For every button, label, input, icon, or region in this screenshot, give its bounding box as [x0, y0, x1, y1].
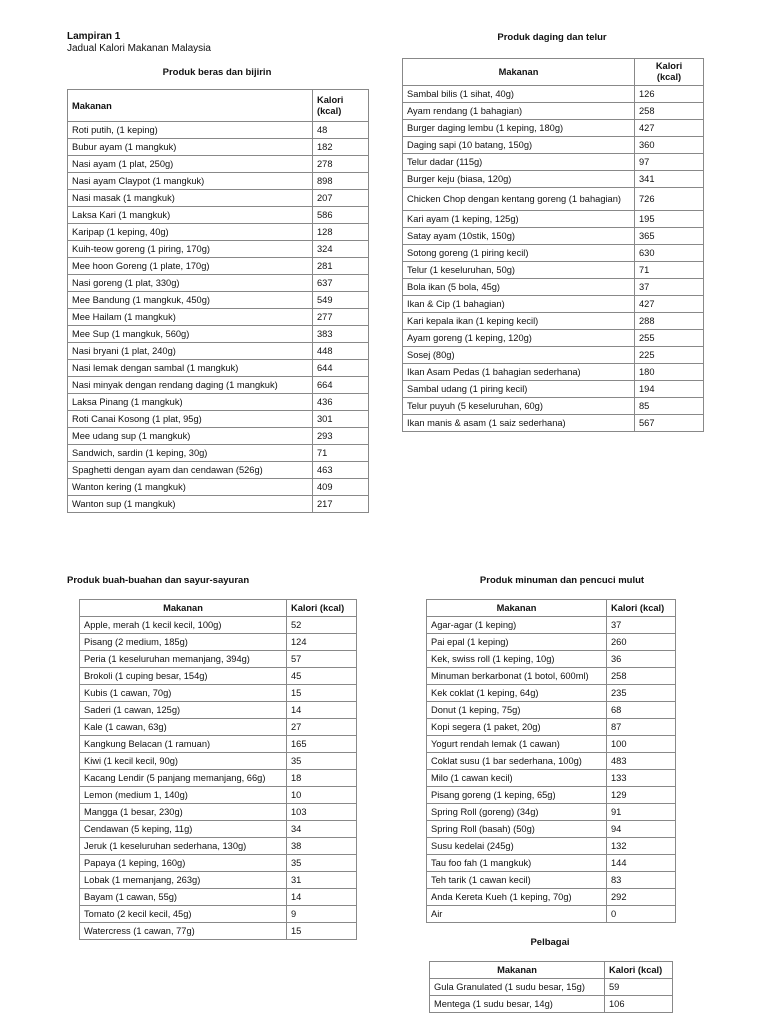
food-cell: Spring Roll (basah) (50g): [427, 821, 607, 838]
table-row: [403, 154, 704, 171]
kcal-cell: 27: [287, 719, 357, 736]
kcal-cell: 124: [287, 634, 357, 651]
table-row: [68, 173, 369, 190]
food-cell: Kiwi (1 kecil kecil, 90g): [80, 753, 287, 770]
document-title: Lampiran 1: [67, 31, 121, 42]
table-row: [403, 381, 704, 398]
food-cell: Ikan & Cip (1 bahagian): [403, 296, 635, 313]
kcal-cell: 630: [635, 245, 704, 262]
food-cell: Teh tarik (1 cawan kecil): [427, 872, 607, 889]
table-row: [403, 262, 704, 279]
kcal-cell: 57: [287, 651, 357, 668]
kcal-cell: 103: [287, 804, 357, 821]
table-row: [68, 377, 369, 394]
food-cell: Wanton sup (1 mangkuk): [68, 496, 313, 513]
table-row: [427, 855, 676, 872]
kcal-cell: 83: [607, 872, 676, 889]
table-row: [430, 979, 673, 996]
kcal-cell: 85: [635, 398, 704, 415]
table-row: [427, 770, 676, 787]
table-row: [403, 171, 704, 188]
table-row: [427, 736, 676, 753]
food-cell: Gula Granulated (1 sudu besar, 15g): [430, 979, 605, 996]
kcal-cell: 87: [607, 719, 676, 736]
kcal-cell: 91: [607, 804, 676, 821]
kcal-cell: 409: [313, 479, 369, 496]
kcal-cell: 133: [607, 770, 676, 787]
kcal-cell: 483: [607, 753, 676, 770]
table-row: [80, 685, 357, 702]
kcal-cell: 360: [635, 137, 704, 154]
food-cell: Donut (1 keping, 75g): [427, 702, 607, 719]
header-makanan: Makanan: [403, 59, 635, 86]
food-cell: Lobak (1 memanjang, 263g): [80, 872, 287, 889]
table-row: [68, 190, 369, 207]
table-row: [403, 137, 704, 154]
table-row: [80, 753, 357, 770]
food-cell: Chicken Chop dengan kentang goreng (1 bahagian): [403, 188, 635, 211]
table-row: [68, 394, 369, 411]
table-row: [68, 224, 369, 241]
kcal-cell: 277: [313, 309, 369, 326]
document-subtitle: Jadual Kalori Makanan Malaysia: [67, 43, 211, 54]
kcal-cell: 126: [635, 86, 704, 103]
table-row: [80, 617, 357, 634]
header-makanan: Makanan: [68, 90, 313, 122]
kcal-cell: 427: [635, 120, 704, 137]
food-cell: Anda Kereta Kueh (1 keping, 70g): [427, 889, 607, 906]
food-cell: Kuih-teow goreng (1 piring, 170g): [68, 241, 313, 258]
table-row: [68, 343, 369, 360]
table-row: [403, 228, 704, 245]
food-cell: Roti putih, (1 keping): [68, 122, 313, 139]
kcal-cell: 288: [635, 313, 704, 330]
food-cell: Ikan Asam Pedas (1 bahagian sederhana): [403, 364, 635, 381]
kcal-cell: 36: [607, 651, 676, 668]
kcal-cell: 260: [607, 634, 676, 651]
kcal-cell: 68: [607, 702, 676, 719]
kcal-cell: 132: [607, 838, 676, 855]
food-cell: Tau foo fah (1 mangkuk): [427, 855, 607, 872]
food-cell: Pai epal (1 keping): [427, 634, 607, 651]
daging-table: [402, 58, 704, 432]
header-kalori: Kalori (kcal): [607, 600, 676, 617]
table-row: [427, 702, 676, 719]
food-cell: Mentega (1 sudu besar, 14g): [430, 996, 605, 1013]
food-cell: Ayam goreng (1 keping, 120g): [403, 330, 635, 347]
section-title-pelbagai: Pelbagai: [530, 937, 570, 948]
food-cell: Peria (1 keseluruhan memanjang, 394g): [80, 651, 287, 668]
table-row: [427, 617, 676, 634]
food-cell: Minuman berkarbonat (1 botol, 600ml): [427, 668, 607, 685]
table-row: [403, 415, 704, 432]
food-cell: Kale (1 cawan, 63g): [80, 719, 287, 736]
table-row: [80, 821, 357, 838]
food-cell: Brokoli (1 cuping besar, 154g): [80, 668, 287, 685]
food-cell: Kacang Lendir (5 panjang memanjang, 66g): [80, 770, 287, 787]
table-row: [403, 120, 704, 137]
table-row: [68, 462, 369, 479]
kcal-cell: 293: [313, 428, 369, 445]
kcal-cell: 97: [635, 154, 704, 171]
kcal-cell: 726: [635, 188, 704, 211]
kcal-cell: 567: [635, 415, 704, 432]
kcal-cell: 18: [287, 770, 357, 787]
food-cell: Telur puyuh (5 keseluruhan, 60g): [403, 398, 635, 415]
kcal-cell: 34: [287, 821, 357, 838]
food-cell: Milo (1 cawan kecil): [427, 770, 607, 787]
header-kalori: Kalori (kcal): [635, 59, 704, 86]
kcal-cell: 278: [313, 156, 369, 173]
table-row: [427, 889, 676, 906]
table-row: [68, 428, 369, 445]
table-row: [427, 804, 676, 821]
food-cell: Air: [427, 906, 607, 923]
table-row: [68, 479, 369, 496]
table-row: [68, 326, 369, 343]
food-cell: Kek coklat (1 keping, 64g): [427, 685, 607, 702]
kcal-cell: 37: [607, 617, 676, 634]
header-makanan: Makanan: [430, 962, 605, 979]
kcal-cell: 144: [607, 855, 676, 872]
table-row: [403, 211, 704, 228]
kcal-cell: 71: [635, 262, 704, 279]
food-cell: Pisang (2 medium, 185g): [80, 634, 287, 651]
kcal-cell: 45: [287, 668, 357, 685]
food-cell: Ayam rendang (1 bahagian): [403, 103, 635, 120]
table-row: [80, 804, 357, 821]
table-row: [403, 86, 704, 103]
food-cell: Wanton kering (1 mangkuk): [68, 479, 313, 496]
food-cell: Bubur ayam (1 mangkuk): [68, 139, 313, 156]
table-row: [68, 139, 369, 156]
food-cell: Kari ayam (1 keping, 125g): [403, 211, 635, 228]
kcal-cell: 365: [635, 228, 704, 245]
food-cell: Agar-agar (1 keping): [427, 617, 607, 634]
food-cell: Nasi goreng (1 plat, 330g): [68, 275, 313, 292]
food-cell: Mee hoon Goreng (1 plate, 170g): [68, 258, 313, 275]
kcal-cell: 194: [635, 381, 704, 398]
kcal-cell: 644: [313, 360, 369, 377]
kcal-cell: 324: [313, 241, 369, 258]
table-row: [80, 872, 357, 889]
food-cell: Bayam (1 cawan, 55g): [80, 889, 287, 906]
kcal-cell: 664: [313, 377, 369, 394]
buah-table: [79, 599, 357, 940]
kcal-cell: 217: [313, 496, 369, 513]
table-row: [427, 651, 676, 668]
table-row: [427, 634, 676, 651]
food-cell: Bola ikan (5 bola, 45g): [403, 279, 635, 296]
kcal-cell: 0: [607, 906, 676, 923]
food-cell: Mee Hailam (1 mangkuk): [68, 309, 313, 326]
kcal-cell: 182: [313, 139, 369, 156]
food-cell: Jeruk (1 keseluruhan sederhana, 130g): [80, 838, 287, 855]
table-row: [403, 188, 704, 211]
food-cell: Telur (1 keseluruhan, 50g): [403, 262, 635, 279]
table-row: [403, 330, 704, 347]
food-cell: Daging sapi (10 batang, 150g): [403, 137, 635, 154]
food-cell: Nasi bryani (1 plat, 240g): [68, 343, 313, 360]
food-cell: Laksa Kari (1 mangkuk): [68, 207, 313, 224]
food-cell: Cendawan (5 keping, 11g): [80, 821, 287, 838]
food-cell: Susu kedelai (245g): [427, 838, 607, 855]
food-cell: Sotong goreng (1 piring kecil): [403, 245, 635, 262]
table-row: [68, 309, 369, 326]
kcal-cell: 448: [313, 343, 369, 360]
food-cell: Yogurt rendah lemak (1 cawan): [427, 736, 607, 753]
kcal-cell: 94: [607, 821, 676, 838]
food-cell: Coklat susu (1 bar sederhana, 100g): [427, 753, 607, 770]
food-cell: Sosej (80g): [403, 347, 635, 364]
food-cell: Pisang goreng (1 keping, 65g): [427, 787, 607, 804]
table-row: [427, 838, 676, 855]
table-row: [80, 838, 357, 855]
food-cell: Nasi masak (1 mangkuk): [68, 190, 313, 207]
kcal-cell: 463: [313, 462, 369, 479]
food-cell: Mee Bandung (1 mangkuk, 450g): [68, 292, 313, 309]
food-cell: Papaya (1 keping, 160g): [80, 855, 287, 872]
table-row: [80, 651, 357, 668]
kcal-cell: 52: [287, 617, 357, 634]
food-cell: Nasi ayam (1 plat, 250g): [68, 156, 313, 173]
kcal-cell: 292: [607, 889, 676, 906]
kcal-cell: 35: [287, 855, 357, 872]
table-row: [427, 668, 676, 685]
table-row: [80, 889, 357, 906]
kcal-cell: 235: [607, 685, 676, 702]
food-cell: Nasi lemak dengan sambal (1 mangkuk): [68, 360, 313, 377]
table-row: [403, 313, 704, 330]
kcal-cell: 637: [313, 275, 369, 292]
food-cell: Nasi minyak dengan rendang daging (1 mangkuk): [68, 377, 313, 394]
kcal-cell: 38: [287, 838, 357, 855]
food-cell: Burger daging lembu (1 keping, 180g): [403, 120, 635, 137]
table-row: [427, 872, 676, 889]
food-cell: Sambal udang (1 piring kecil): [403, 381, 635, 398]
kcal-cell: 71: [313, 445, 369, 462]
kcal-cell: 35: [287, 753, 357, 770]
table-row: [80, 787, 357, 804]
food-cell: Apple, merah (1 kecil kecil, 100g): [80, 617, 287, 634]
table-row: [80, 906, 357, 923]
table-row: [80, 668, 357, 685]
table-row: [68, 275, 369, 292]
header-makanan: Makanan: [427, 600, 607, 617]
table-row: [403, 398, 704, 415]
kcal-cell: 341: [635, 171, 704, 188]
food-cell: Kangkung Belacan (1 ramuan): [80, 736, 287, 753]
food-cell: Laksa Pinang (1 mangkuk): [68, 394, 313, 411]
kcal-cell: 180: [635, 364, 704, 381]
table-row: [80, 719, 357, 736]
kcal-cell: 301: [313, 411, 369, 428]
kcal-cell: 165: [287, 736, 357, 753]
table-row: [427, 685, 676, 702]
food-cell: Watercress (1 cawan, 77g): [80, 923, 287, 940]
section-title-buah: Produk buah-buahan dan sayur-sayuran: [67, 575, 250, 586]
food-cell: Satay ayam (10stik, 150g): [403, 228, 635, 245]
table-row: [430, 996, 673, 1013]
header-kalori: Kalori (kcal): [605, 962, 673, 979]
kcal-cell: 281: [313, 258, 369, 275]
food-cell: Spring Roll (goreng) (34g): [427, 804, 607, 821]
kcal-cell: 207: [313, 190, 369, 207]
kcal-cell: 258: [607, 668, 676, 685]
section-title-beras: Produk beras dan bijirin: [162, 67, 272, 78]
table-row: [68, 258, 369, 275]
kcal-cell: 14: [287, 702, 357, 719]
food-cell: Kubis (1 cawan, 70g): [80, 685, 287, 702]
table-row: [427, 787, 676, 804]
table-row: [427, 821, 676, 838]
food-cell: Saderi (1 cawan, 125g): [80, 702, 287, 719]
kcal-cell: 898: [313, 173, 369, 190]
kcal-cell: 59: [605, 979, 673, 996]
table-row: [403, 364, 704, 381]
kcal-cell: 14: [287, 889, 357, 906]
table-row: [68, 360, 369, 377]
table-row: [68, 292, 369, 309]
table-row: [68, 122, 369, 139]
header-makanan: Makanan: [80, 600, 287, 617]
food-cell: Mee udang sup (1 mangkuk): [68, 428, 313, 445]
food-cell: Mee Sup (1 mangkuk, 560g): [68, 326, 313, 343]
section-title-daging: Produk daging dan telur: [497, 32, 607, 43]
table-row: [80, 736, 357, 753]
section-title-minuman: Produk minuman dan pencuci mulut: [479, 575, 645, 586]
kcal-cell: 129: [607, 787, 676, 804]
kcal-cell: 15: [287, 923, 357, 940]
beras-table: [67, 89, 369, 513]
kcal-cell: 255: [635, 330, 704, 347]
kcal-cell: 225: [635, 347, 704, 364]
food-cell: Lemon (medium 1, 140g): [80, 787, 287, 804]
food-cell: Mangga (1 besar, 230g): [80, 804, 287, 821]
table-row: [403, 296, 704, 313]
kcal-cell: 383: [313, 326, 369, 343]
food-cell: Kopi segera (1 paket, 20g): [427, 719, 607, 736]
kcal-cell: 128: [313, 224, 369, 241]
table-row: [427, 719, 676, 736]
table-row: [80, 855, 357, 872]
food-cell: Nasi ayam Claypot (1 mangkuk): [68, 173, 313, 190]
kcal-cell: 549: [313, 292, 369, 309]
minuman-table: [426, 599, 676, 923]
table-row: [68, 207, 369, 224]
kcal-cell: 10: [287, 787, 357, 804]
kcal-cell: 195: [635, 211, 704, 228]
table-row: [68, 156, 369, 173]
kcal-cell: 427: [635, 296, 704, 313]
food-cell: Sambal bilis (1 sihat, 40g): [403, 86, 635, 103]
table-row: [80, 923, 357, 940]
table-row: [427, 753, 676, 770]
kcal-cell: 258: [635, 103, 704, 120]
food-cell: Ikan manis & asam (1 saiz sederhana): [403, 415, 635, 432]
table-row: [403, 347, 704, 364]
food-cell: Burger keju (biasa, 120g): [403, 171, 635, 188]
header-kalori: Kalori (kcal): [287, 600, 357, 617]
table-row: [68, 496, 369, 513]
table-row: [427, 906, 676, 923]
food-cell: Karipap (1 keping, 40g): [68, 224, 313, 241]
table-row: [68, 411, 369, 428]
table-row: [80, 702, 357, 719]
kcal-cell: 586: [313, 207, 369, 224]
food-cell: Sandwich, sardin (1 keping, 30g): [68, 445, 313, 462]
table-row: [80, 770, 357, 787]
table-row: [403, 279, 704, 296]
table-row: [403, 103, 704, 120]
table-row: [80, 634, 357, 651]
table-row: [68, 445, 369, 462]
header-kalori: Kalori (kcal): [313, 90, 369, 122]
kcal-cell: 100: [607, 736, 676, 753]
food-cell: Tomato (2 kecil kecil, 45g): [80, 906, 287, 923]
kcal-cell: 106: [605, 996, 673, 1013]
food-cell: Telur dadar (115g): [403, 154, 635, 171]
food-cell: Spaghetti dengan ayam dan cendawan (526g): [68, 462, 313, 479]
food-cell: Roti Canai Kosong (1 plat, 95g): [68, 411, 313, 428]
table-row: [403, 245, 704, 262]
kcal-cell: 436: [313, 394, 369, 411]
pelbagai-table: [429, 961, 673, 1013]
food-cell: Kek, swiss roll (1 keping, 10g): [427, 651, 607, 668]
kcal-cell: 31: [287, 872, 357, 889]
kcal-cell: 37: [635, 279, 704, 296]
kcal-cell: 9: [287, 906, 357, 923]
kcal-cell: 15: [287, 685, 357, 702]
table-row: [68, 241, 369, 258]
food-cell: Kari kepala ikan (1 keping kecil): [403, 313, 635, 330]
kcal-cell: 48: [313, 122, 369, 139]
